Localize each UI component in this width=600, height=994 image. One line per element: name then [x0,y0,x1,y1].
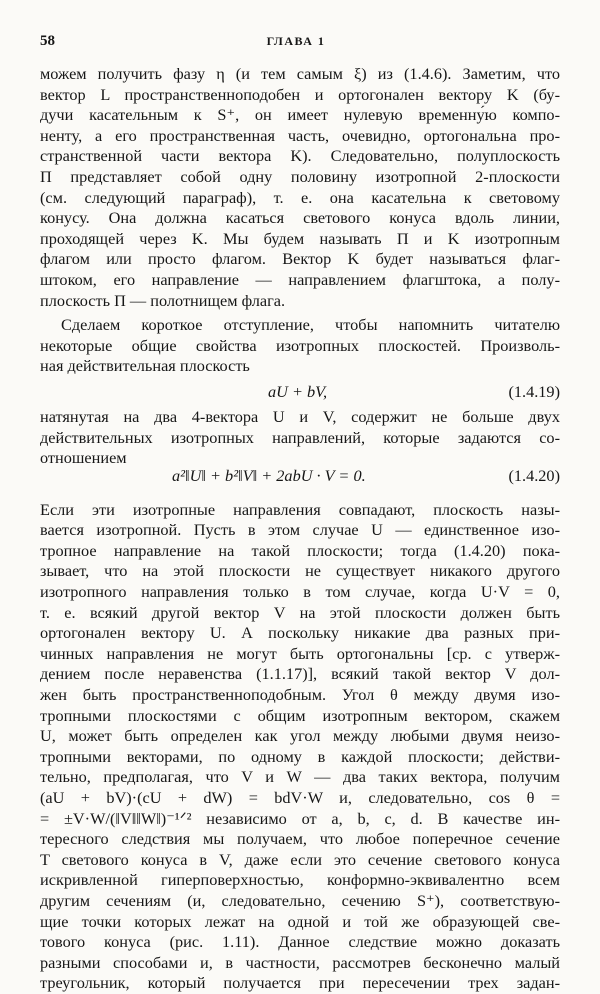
text-line: треугольник, который получается при пересечении трех задан- [40,973,560,993]
running-header [40,33,552,53]
equation-1-4-20 [40,461,560,491]
text-line: отношением [40,448,127,468]
text-line: странственной части вектора K). Следовательно, полуплоскость [40,146,560,166]
text-line: ненту, а его пространственная часть, очевидно, ортогональна про- [40,125,560,145]
text-line: Если эти изотропные направления совпадают, плоскость назы- [40,499,560,519]
text-line: ная действительная плоскость [40,356,250,376]
equation-formula: a²‖U‖ + b²‖V‖ + 2abU · V = 0. [172,465,366,485]
text-line: Сделаем короткое отступление, чтобы напомнить читателю [61,315,560,335]
equation-number: (1.4.19) [508,381,560,401]
text-line: тового конуса (рис. 1.11). Данное следствие можно доказать [40,932,560,952]
equation-formula: aU + bV, [268,381,328,401]
chapter-title: ГЛАВА 1 [266,34,326,48]
text-line: ортогонален вектору U. А поскольку никакие два разных при- [40,623,560,643]
text-line: чинных направления не могут быть ортогональны [ср. с утверж- [40,643,560,663]
text-line: плоскость Π — полотнищем флага. [40,290,286,310]
text-line: натянутая на два 4-вектора U и V, содержит не больше двух [40,406,560,426]
text-line: T светового конуса в V, даже если это сечение светового конуса [40,849,560,869]
text-line: вается изотропной. Пусть в этом случае U — единственное изо- [40,520,560,540]
text-line: тересного следствия мы получаем, что любое поперечное сечение [40,829,560,849]
text-line: вектор L пространственноподобен и ортогонален вектору K (бу- [40,84,560,104]
text-line: конусу. Она должна касаться светового конуса вдоль линии, [40,208,560,228]
text-line: жен быть пространственноподобным. Угол θ между двумя изо- [40,685,560,705]
text-line: проходящей через K. Мы будем называть Π и K изотропным [40,228,560,248]
text-line: изотропного направления только в том случае, когда U·V = 0, [40,582,560,602]
text-line: тропными векторами, по одному в каждой плоскости; действи- [40,746,560,766]
text-line: разными способами и, в частности, рассмотрев бесконечно малый [40,952,560,972]
body-text [40,64,560,994]
text-line: зывает, что на этой плоскости не существует никакого другого [40,561,560,581]
paragraph-1 [40,64,560,311]
text-line: штоком, его направление — направлением флагштока, а полу- [40,269,560,289]
text-line: U, может быть определен как угол между любыми двумя неизо- [40,726,560,746]
text-line: дучи касательным к S⁺, он имеет нулевую временну́ю компо- [40,105,560,125]
equation-number: (1.4.20) [508,465,560,485]
text-line: флагом или просто флагом. Вектор K будет называться флаг- [40,249,560,269]
text-line: щие точки которых лежат на одной и той же образующей све- [40,911,560,931]
text-line: = ±V·W/(‖V‖‖W‖)⁻¹ᐟ² независимо от a, b, c, d. В качестве ин- [40,808,560,828]
equation-1-4-19 [40,377,560,407]
paragraph-4 [40,500,560,994]
text-line: дением после неравенства (1.1.17)], всякий такой вектор V дол- [40,664,560,684]
text-line: тельно, предполагая, что V и W — два таких вектора, получим [40,767,560,787]
text-line: можем получить фазу η (и тем самым ξ) из (1.4.6). Заметим, что [40,64,560,83]
text-line: искривленной гиперповерхностью, конформно-эквивалентно всем [40,870,560,890]
text-line: тропное направление на такой плоскости; тогда (1.4.20) пока- [40,540,560,560]
text-line: (см. следующий параграф), т. е. она касательна к световому [40,187,560,207]
text-line: некоторые общие свойства изотропных плоскостей. Произволь- [40,335,560,355]
paragraph-3 [40,407,560,469]
text-line: другим сечениям (и, следовательно, сечению S⁺), соответствую- [40,890,560,910]
text-line: (aU + bV)·(cU + dW) = bdV·W и, следовательно, cos θ = [40,788,560,807]
text-line: т. е. всякий другой вектор V на этой плоскости должен быть [40,602,560,622]
text-line: Π представляет собой одну половину изотропной 2-плоскости [40,166,560,186]
paragraph-2 [40,315,560,377]
page-number: 58 [40,33,55,49]
text-line: тропными плоскостями с общим изотропным вектором, скажем [40,705,560,725]
text-line: действительных изотропных направлений, которые задаются со- [40,427,560,447]
